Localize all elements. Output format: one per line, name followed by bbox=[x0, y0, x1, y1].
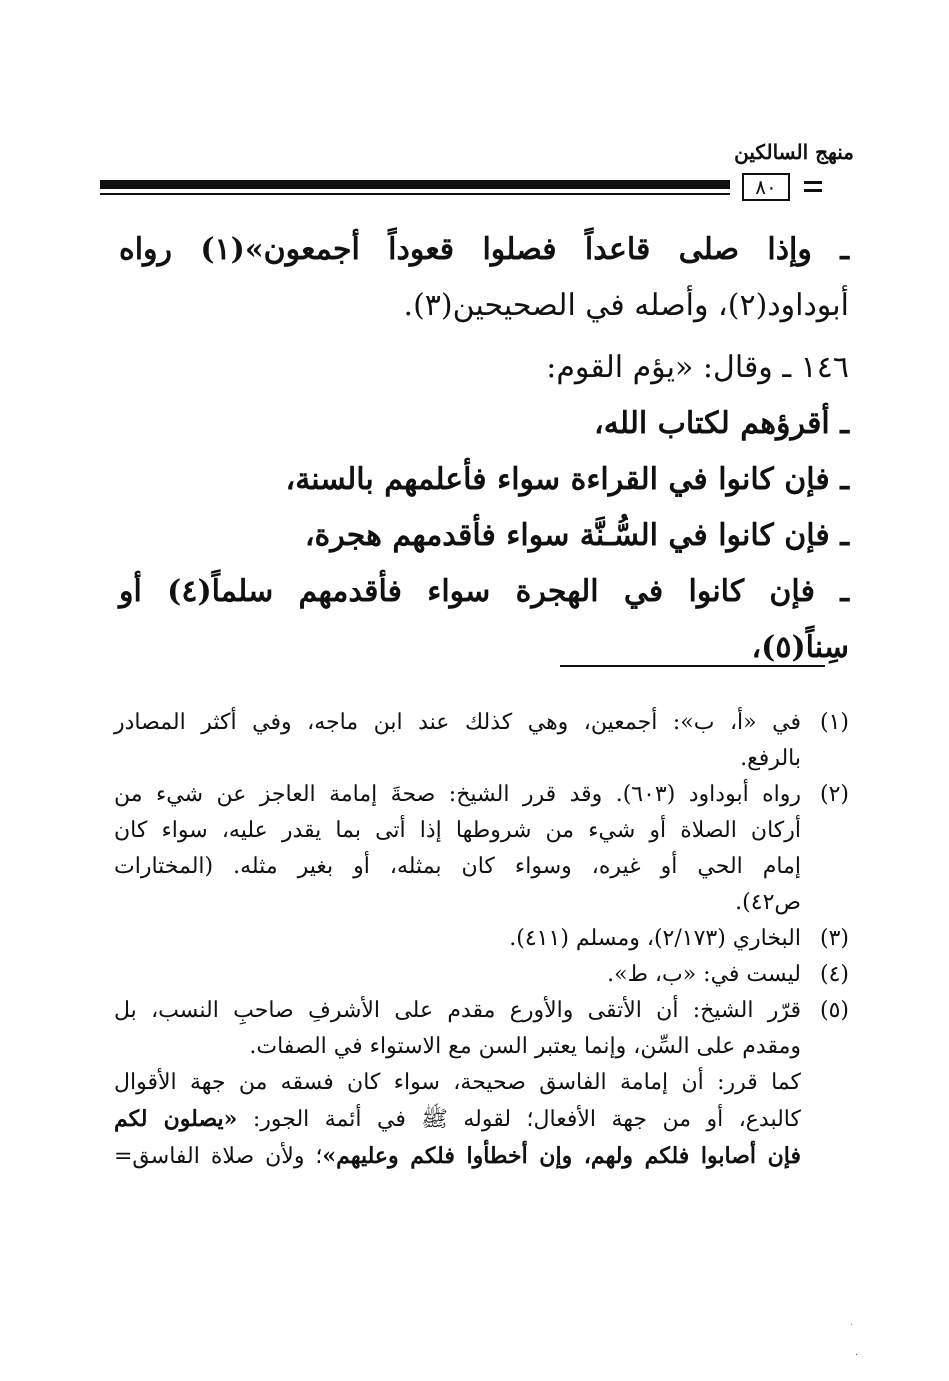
header-rule-thick bbox=[100, 180, 730, 189]
scan-speck: · bbox=[850, 1320, 854, 1331]
footnote bbox=[114, 993, 849, 1175]
footnote-line: إمام الحي أو غيره، وسواء كان بمثله، أو بغير مثله. (المختارات bbox=[114, 854, 802, 879]
main-line: ـ وإذا صلى قاعداً فصلوا قعوداً أجمعون»(١) رواه bbox=[119, 232, 849, 267]
footnote-line: ومقدم على السِّن، وإنما يعتبر السن مع الاستواء في الصفات. bbox=[249, 1034, 801, 1059]
footnote-text: ؛ ولأن صلاة الفاسق= bbox=[114, 1144, 323, 1169]
footnote-line bbox=[114, 1101, 801, 1138]
header-rule-thin bbox=[100, 193, 730, 195]
hadith-quote: فإن أصابوا فلكم ولهم، وإن أخطأوا فلكم وعليهم» bbox=[322, 1143, 801, 1169]
footnote-number: (١) bbox=[819, 710, 849, 735]
page-number-dash bbox=[804, 181, 822, 184]
footnote bbox=[114, 921, 849, 957]
main-text bbox=[119, 222, 849, 676]
footnote bbox=[114, 705, 849, 777]
page-number-dash bbox=[804, 189, 822, 192]
main-line: سِناً(٥)، bbox=[751, 630, 849, 665]
main-line: ـ أقرؤهم لكتاب الله، bbox=[594, 406, 849, 441]
running-header-title: منهج السالكين bbox=[734, 140, 854, 164]
footnote-text: كالبدع، أو من جهة الأفعال؛ لقوله ﷺ في أئمة الجور: bbox=[237, 1107, 801, 1132]
page-number: ٨٠ bbox=[742, 173, 790, 201]
footnote-line: ليست في: «ب، ط». bbox=[607, 962, 801, 987]
footnote-line: في «أ، ب»: أجمعين، وهي كذلك عند ابن ماجه، وفي أكثر المصادر bbox=[114, 710, 801, 735]
footnote-line bbox=[114, 1138, 801, 1175]
main-line: ـ فإن كانوا في القراءة سواء فأعلمهم بالسنة، bbox=[285, 462, 849, 497]
main-line: ـ فإن كانوا في الهجرة سواء فأقدمهم سلماً(٤) أو bbox=[119, 574, 849, 609]
footnote bbox=[114, 777, 849, 921]
footnote-line: رواه أبوداود (٦٠٣). وقد قرر الشيخ: صحةَ إمامة العاجز عن شيء من bbox=[114, 782, 801, 807]
footnote-number: (٣) bbox=[819, 926, 849, 951]
footnotes bbox=[114, 705, 849, 1175]
footnote-line: قرّر الشيخ: أن الأتقى والأورع مقدم على الأشرفِ صاحبِ النسب، بل bbox=[114, 998, 801, 1023]
scan-speck: · bbox=[855, 1350, 859, 1361]
footnote bbox=[114, 957, 849, 993]
footnote-line: أركان الصلاة أو شيء من شروطها إذا أتى بما يقدر عليه، سواء كان bbox=[114, 818, 801, 843]
footnote-line: البخاري (٢/١٧٣)، ومسلم (٤١١). bbox=[509, 926, 801, 951]
main-line: ـ فإن كانوا في السُّـنَّة سواء فأقدمهم هجرة، bbox=[304, 518, 849, 553]
footnote-separator bbox=[560, 665, 825, 667]
main-line: أبوداود(٢)، وأصله في الصحيحين(٣). bbox=[403, 288, 849, 323]
hadith-quote: «يصلون لكم bbox=[114, 1106, 238, 1132]
footnote-number: (٥) bbox=[819, 998, 849, 1023]
footnote-line: ص٤٢). bbox=[735, 890, 801, 915]
hadith-number-line: ١٤٦ ـ وقال: «يؤم القوم: bbox=[546, 350, 849, 385]
footnote-line: كما قرر: أن إمامة الفاسق صحيحة، سواء كان فسقه من جهة الأقوال bbox=[114, 1070, 801, 1095]
footnote-number: (٤) bbox=[819, 962, 849, 987]
footnote-line: بالرفع. bbox=[740, 746, 801, 771]
footnote-number: (٢) bbox=[819, 782, 849, 807]
